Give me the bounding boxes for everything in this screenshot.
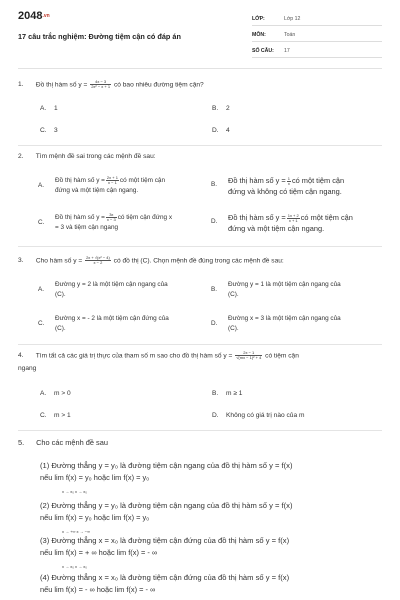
option-text-pre: Đồ thị hàm số y =: [55, 177, 105, 185]
option-text-line2: đứng và một tiệm cận ngang.: [55, 187, 139, 195]
question-text-post: có đồ thị (C). Chọn mệnh đề đúng trong các mệnh đề sau:: [113, 257, 284, 265]
question-divider: [18, 246, 382, 247]
question-number: 2.: [18, 153, 24, 160]
statement-1-limit: [40, 473, 149, 482]
option-d[interactable]: [212, 127, 230, 134]
option-label: A.: [38, 182, 45, 189]
question-2: [18, 152, 384, 162]
option-text: 1: [54, 105, 58, 112]
statement-1-limit-sub: [62, 482, 87, 494]
option-c[interactable]: [38, 314, 203, 336]
option-d[interactable]: [211, 314, 386, 336]
option-text: [55, 176, 165, 196]
option-text-line1: Đường y = 2 là một tiệm cận ngang của: [55, 281, 168, 288]
fraction-numerator: 1: [287, 175, 290, 181]
option-text: m > 1: [54, 412, 71, 419]
option-text-post: có một tiệm cận: [291, 176, 345, 185]
fraction-denominator: x − 2: [93, 260, 103, 265]
meta-value: 17: [284, 48, 290, 54]
fraction-denominator: x + 1: [288, 217, 298, 223]
fraction-numerator: 2x − 1: [235, 351, 262, 356]
fraction: [287, 214, 300, 223]
fraction-numerator: 2x + √(x² − 4): [86, 255, 110, 260]
logo-suffix: .vn: [42, 13, 50, 20]
option-text: [228, 175, 344, 197]
statement-1: (1) Đường thẳng y = y₀ là đường tiệm cận ngang của đồ thị hàm số y = f(x): [40, 461, 293, 470]
option-text: 2: [226, 105, 230, 112]
meta-key: LỚP:: [252, 16, 265, 22]
option-text-pre: Đồ thị hàm số y =: [228, 176, 286, 185]
option-b[interactable]: [211, 175, 386, 199]
option-a[interactable]: [38, 280, 203, 302]
question-text: [18, 256, 384, 266]
fraction-numerator: 4x − 3: [90, 80, 111, 85]
document-title: 17 câu trắc nghiệm: Đường tiệm cận có đáp án: [18, 32, 181, 41]
fraction: [106, 213, 117, 222]
question-divider: [18, 430, 382, 431]
option-label: B.: [212, 390, 219, 397]
statement-4: (4) Đường thẳng x = x₀ là đường tiệm cận đứng của đồ thị hàm số y = f(x): [40, 573, 290, 582]
question-text-pre: Tìm tất cả các giá trị thực của tham số m sao cho đồ thị hàm số y =: [35, 352, 233, 360]
option-b[interactable]: [212, 390, 242, 397]
meta-count: [252, 46, 382, 58]
question-1: [18, 80, 384, 90]
question-number: 5.: [18, 438, 25, 447]
option-label: C.: [38, 219, 45, 226]
fraction: [85, 256, 111, 265]
option-label: D.: [211, 320, 218, 327]
option-label: B.: [211, 286, 218, 293]
fraction-numerator: 2x + 1: [106, 175, 118, 180]
limit-text: nếu lim f(x) = + ∞ hoặc lim f(x) = - ∞: [40, 548, 158, 557]
option-c[interactable]: [40, 127, 58, 134]
fraction: [90, 80, 111, 89]
option-text-pre: Đồ thị hàm số y =: [228, 213, 286, 222]
option-label: A.: [40, 390, 47, 397]
option-a[interactable]: [40, 105, 58, 112]
option-d[interactable]: [212, 412, 304, 419]
meta-subject: [252, 30, 382, 42]
option-text-line2: = 3 và tiệm cận ngang: [55, 224, 119, 232]
option-d[interactable]: [211, 212, 386, 236]
question-text-pre: Đồ thị hàm số y =: [35, 81, 88, 89]
option-label: C.: [40, 127, 47, 134]
option-label: A.: [38, 286, 45, 293]
statement-2: (2) Đường thẳng y = y₀ là đường tiệm cận ngang của đồ thị hàm số y = f(x): [40, 501, 293, 510]
option-text-line2: (C).: [55, 291, 66, 298]
option-b[interactable]: [212, 105, 230, 112]
question-number: 1.: [18, 81, 24, 89]
fraction: [235, 351, 262, 360]
limit-subscript: x → +∞ x → −∞: [62, 529, 90, 534]
option-text: [55, 280, 168, 300]
limit-subscript: x → x₀ x → x₀: [62, 564, 87, 569]
option-label: A.: [40, 105, 47, 112]
option-text-line2: (C).: [228, 291, 239, 298]
option-text-line2: (C).: [228, 325, 239, 332]
statement-2-limit-sub: [62, 522, 90, 534]
statement-3: (3) Đường thẳng x = x₀ là đường tiệm cận đứng của đồ thị hàm số y = f(x): [40, 536, 290, 545]
question-4: [18, 351, 384, 374]
option-label: D.: [212, 127, 219, 134]
question-text-body: Tìm mệnh đề sai trong các mệnh đề sau:: [35, 153, 156, 160]
fraction-denominator: √(mx − 1)² + 4: [236, 355, 262, 360]
question-text-post: có bao nhiêu đường tiệm cận?: [113, 81, 204, 89]
question-5: [18, 438, 384, 448]
option-text-line2: đứng và một tiệm cận ngang.: [228, 224, 325, 233]
option-text: 4: [226, 127, 230, 134]
option-label: D.: [212, 412, 219, 419]
option-text-pre: Đồ thị hàm số y =: [55, 214, 105, 222]
option-text-post: có một tiệm cận: [300, 213, 353, 222]
option-a[interactable]: [40, 390, 71, 397]
meta-value: Lớp 12: [284, 16, 301, 22]
header-divider: [18, 68, 382, 69]
question-divider: [18, 344, 382, 345]
site-logo[interactable]: [18, 10, 50, 22]
question-text-body: Cho các mệnh đề sau: [36, 438, 108, 447]
option-text-line1: Đường y = 1 là một tiệm cận ngang của: [228, 281, 341, 288]
meta-key: MÔN:: [252, 32, 266, 38]
question-text: [18, 80, 384, 90]
option-text: m > 0: [54, 390, 71, 397]
question-text-post: có tiệm cận: [265, 352, 299, 360]
fraction-denominator: x: [287, 180, 290, 186]
statement-4-limit: [40, 585, 155, 594]
question-3: [18, 256, 384, 266]
option-label: C.: [40, 412, 47, 419]
page-header: [0, 0, 400, 68]
meta-grade: [252, 14, 382, 26]
option-text-line2: đứng và không có tiệm cận ngang.: [228, 187, 342, 196]
fraction-numerator: 1x + 2: [287, 212, 299, 218]
option-text-line1: Đường x = 3 là một tiệm cận ngang của: [228, 315, 341, 322]
fraction-denominator: x − 1: [108, 180, 117, 185]
meta-key: SỐ CÂU:: [252, 48, 274, 54]
fraction: [106, 176, 119, 185]
question-text-pre: Cho hàm số y =: [35, 257, 83, 265]
limit-subscript: x → x₀ x → x₀: [62, 489, 87, 494]
option-a[interactable]: [38, 176, 203, 198]
option-text: [228, 314, 341, 334]
fraction-denominator: x − 3: [106, 217, 116, 222]
question-text: [18, 152, 384, 162]
meta-value: Toán: [284, 32, 296, 38]
option-text-line1: Đường x = - 2 là một tiệm cận đứng của: [55, 315, 169, 322]
fraction: [287, 177, 291, 186]
option-text-post: có tiệm cận đứng x: [117, 214, 173, 222]
question-divider: [18, 145, 382, 146]
option-label: B.: [211, 181, 218, 188]
question-number: 3.: [18, 257, 24, 265]
option-label: C.: [38, 320, 45, 327]
option-text-line2: (C).: [55, 325, 66, 332]
question-number: 4.: [18, 352, 24, 360]
option-text: [228, 280, 341, 300]
statement-3-limit-sub: [62, 557, 87, 569]
option-label: B.: [212, 105, 219, 112]
option-text: 3: [54, 127, 58, 134]
limit-text: nếu lim f(x) = - ∞ hoặc lim f(x) = - ∞: [40, 585, 156, 594]
option-text: m ≥ 1: [226, 390, 243, 397]
option-b[interactable]: [211, 280, 386, 302]
option-label: D.: [211, 218, 218, 225]
statement-2-limit: [40, 513, 149, 522]
option-text: [228, 212, 353, 234]
option-text-post: có một tiệm cận: [119, 177, 166, 185]
option-text: [55, 314, 169, 334]
option-text: Không có giá trị nào của m: [226, 412, 305, 419]
limit-text: nếu lim f(x) = y₀ hoặc lim f(x) = y₀: [40, 473, 150, 482]
option-c[interactable]: [38, 213, 203, 235]
statement-3-limit: [40, 548, 157, 557]
question-text-line2: ngang: [18, 365, 37, 373]
option-c[interactable]: [40, 412, 71, 419]
fraction-denominator: 2x² − x + 1: [91, 84, 111, 89]
option-text: [55, 213, 172, 233]
fraction-numerator: 3x: [106, 213, 117, 218]
question-text: [18, 438, 384, 448]
limit-text: nếu lim f(x) = y₀ hoặc lim f(x) = y₀: [40, 513, 150, 522]
question-text: [18, 351, 384, 361]
logo-text: 2048: [18, 10, 43, 22]
